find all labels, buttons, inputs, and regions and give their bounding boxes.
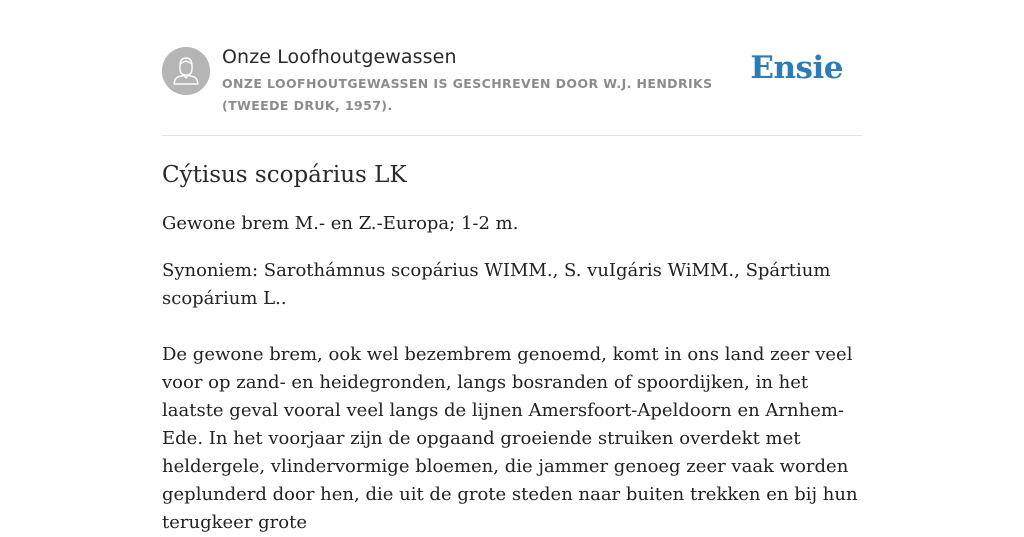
source-description: ONZE LOOFHOUTGEWASSEN IS GESCHREVEN DOOR W.J. HENDRIKS (TWEEDE DRUK, 1957). <box>222 76 713 113</box>
article-paragraph: Synoniem: Sarothámnus scopárius WIMM., S. vuIgáris WiMM., Spártium scopárium L.. <box>162 260 831 309</box>
article <box>162 158 862 537</box>
header-divider <box>162 135 862 136</box>
article-paragraph: De gewone brem, ook wel bezembrem genoemd, komt in ons land zeer veel voor op zand- en heidegronden, langs bosranden of spoordijken, in het laatste geval vooral veel langs de lijnen Amersfoort-Apeldoorn en Arnhem-Ede. In het voorjaar zijn de opgaand groeiende struiken overdekt met heldergele, vlindervormige bloemen, die jammer genoeg zeer vaak worden geplunderd door hen, die uit de grote steden naar buiten trekken en bij hun terugkeer grote <box>162 344 858 533</box>
brand-logo[interactable]: Ensie <box>750 50 843 86</box>
source-avatar[interactable] <box>162 47 210 95</box>
source-header <box>162 46 862 136</box>
article-paragraph: Gewone brem M.- en Z.-Europa; 1-2 m. <box>162 213 519 234</box>
source-title[interactable]: Onze Loofhoutgewassen <box>222 46 457 68</box>
article-title: Cýtisus scopárius LK <box>162 162 407 188</box>
user-icon <box>162 47 210 95</box>
